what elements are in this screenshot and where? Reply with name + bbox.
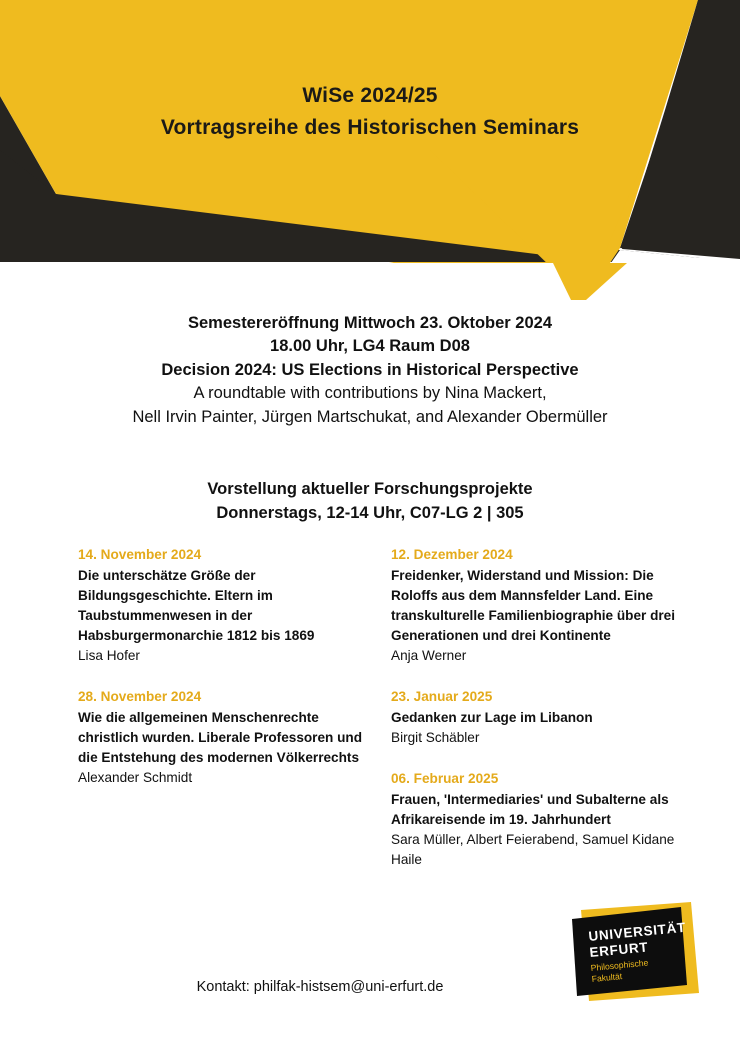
header-artwork [0, 0, 740, 300]
list-item [78, 687, 365, 788]
contact-line: Kontakt: philfak-histsem@uni-erfurt.de [196, 979, 444, 995]
opening-line-talk-title: Decision 2024: US Elections in Historical Perspective [161, 360, 579, 379]
entry-title: Die unterschätze Größe der Bildungsgeschichte. Eltern im Taubstummenwesen in der Habsburgermonarchie 1812 bis 1869 [78, 568, 315, 643]
opening-line-contributors-1: A roundtable with contributions by Nina Mackert, [193, 384, 547, 403]
list-item [391, 545, 678, 666]
logo-line-2: ERFURT [588, 939, 649, 960]
list-item [78, 545, 365, 666]
entry-speaker: Lisa Hofer [78, 647, 140, 663]
entry-speaker: Sara Müller, Albert Feierabend, Samuel Kidane Haile [391, 831, 675, 867]
series-heading-title: Vorstellung aktueller Forschungsprojekte [207, 480, 533, 498]
opening-line-time-room: 18.00 Uhr, LG4 Raum D08 [270, 337, 470, 356]
opening-line-date: Semestereröffnung Mittwoch 23. Oktober 2024 [187, 314, 552, 332]
entry-title: Frauen, 'Intermediaries' und Subalterne als Afrikareisende im 19. Jahrhundert [391, 792, 669, 827]
entry-date: 23. Januar 2025 [391, 688, 493, 704]
list-item [391, 687, 678, 748]
poster-title-series: Vortragsreihe des Historischen Seminars [160, 116, 580, 140]
entry-speaker: Birgit Schäbler [391, 729, 480, 745]
logo-line-1: UNIVERSITÄT [587, 919, 687, 944]
logo-sub-2: Fakultät [591, 971, 623, 984]
entry-title: Freidenker, Widerstand und Mission: Die Roloffs aus dem Mannsfelder Land. Eine transkulturelle Familienbiographie über drei Generationen und drei Kontinente [391, 568, 676, 643]
entry-title: Wie die allgemeinen Menschenrechte christlich wurden. Liberale Professoren und die Entstehung des modernen Völkerrechts [78, 710, 363, 765]
series-heading-schedule: Donnerstags, 12-14 Uhr, C07-LG 2 | 305 [216, 503, 524, 522]
entry-speaker: Anja Werner [391, 647, 467, 663]
opening-line-contributors-2: Nell Irvin Painter, Jürgen Martschukat, and Alexander Obermüller [132, 407, 608, 426]
university-erfurt-logo [563, 897, 713, 1007]
entry-date: 14. November 2024 [78, 547, 202, 562]
programme-column-right [391, 545, 678, 869]
programme-columns [78, 545, 678, 869]
list-item [391, 769, 678, 870]
header-shape-white-base [0, 263, 740, 300]
entry-date: 28. November 2024 [78, 688, 202, 704]
entry-date: 12. Dezember 2024 [391, 547, 513, 562]
entry-date: 06. Februar 2025 [391, 770, 499, 786]
header-text-block [0, 82, 740, 143]
series-heading-block [40, 478, 700, 526]
opening-event-block [40, 312, 700, 429]
entry-title: Gedanken zur Lage im Libanon [391, 710, 593, 725]
programme-column-left [78, 545, 365, 869]
poster-title-term: WiSe 2024/25 [302, 84, 438, 107]
entry-speaker: Alexander Schmidt [78, 769, 193, 785]
logo-sub-1: Philosophische [590, 957, 649, 973]
